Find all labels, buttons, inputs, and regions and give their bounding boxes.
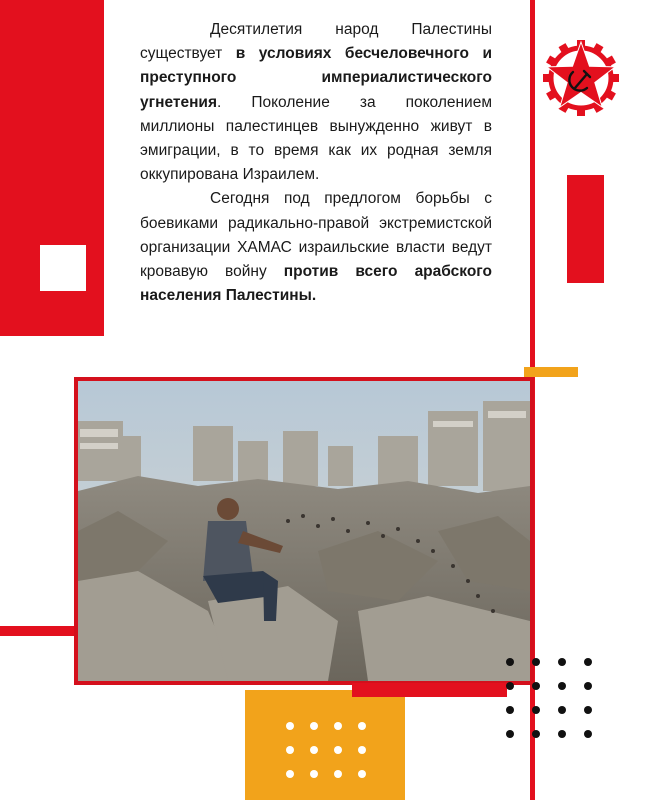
decorative-dot [584,658,592,666]
bottom-left-red-stripe [0,626,78,636]
right-red-bar [567,175,604,283]
decorative-dot [558,682,566,690]
p2-text-start: Сегодня под предлогом борьбы с боевиками радикально-правой экстремистской организации ХАМАС израильские власти ведут кровавую войну [140,190,492,281]
decorative-dot [334,770,342,778]
decorative-dot [506,706,514,714]
decorative-dot [506,682,514,690]
decorative-dot [532,730,540,738]
under-photo-red-bar [352,683,507,697]
decorative-dot [358,722,366,730]
decorative-dot [584,706,592,714]
decorative-dot [286,722,294,730]
decorative-dot [532,706,540,714]
decorative-dot [310,770,318,778]
decorative-dot [506,730,514,738]
decorative-dot [358,770,366,778]
decorative-dot [506,658,514,666]
p1-text-start: Десятилетия народ Палестины существует [140,21,492,63]
decorative-dot [558,658,566,666]
decorative-dot [358,746,366,754]
p1-text-end: . Поколение за поколением миллионы палестинцев вынужденно живут в эмиграции, в то время как их родная земля оккупирована Израилем. [140,93,492,184]
rubble-photo-illustration [78,381,530,681]
decorative-dot [334,722,342,730]
decorative-dot [532,682,540,690]
decorative-dot [532,658,540,666]
decorative-dot [334,746,342,754]
decorative-dot [584,682,592,690]
decorative-dot [286,770,294,778]
star-gear-hammer-sickle-icon [541,38,621,118]
decorative-dot [310,746,318,754]
photo-destroyed-city [74,377,534,685]
paragraph-2 [140,187,492,308]
article-text [140,18,492,308]
p2-bold-phrase: против всего арабского населения Палестины. [140,263,493,305]
decorative-dot [584,730,592,738]
decorative-dot [558,730,566,738]
bottom-orange-block [245,690,405,800]
orange-strip [524,367,578,377]
decorative-dot [558,706,566,714]
paragraph-1 [140,18,492,187]
p1-bold-phrase: в условиях бесчеловечного и преступного империалистического угнетения [140,45,492,111]
decorative-dot [286,746,294,754]
white-square-decoration [40,245,86,291]
decorative-dot [310,722,318,730]
